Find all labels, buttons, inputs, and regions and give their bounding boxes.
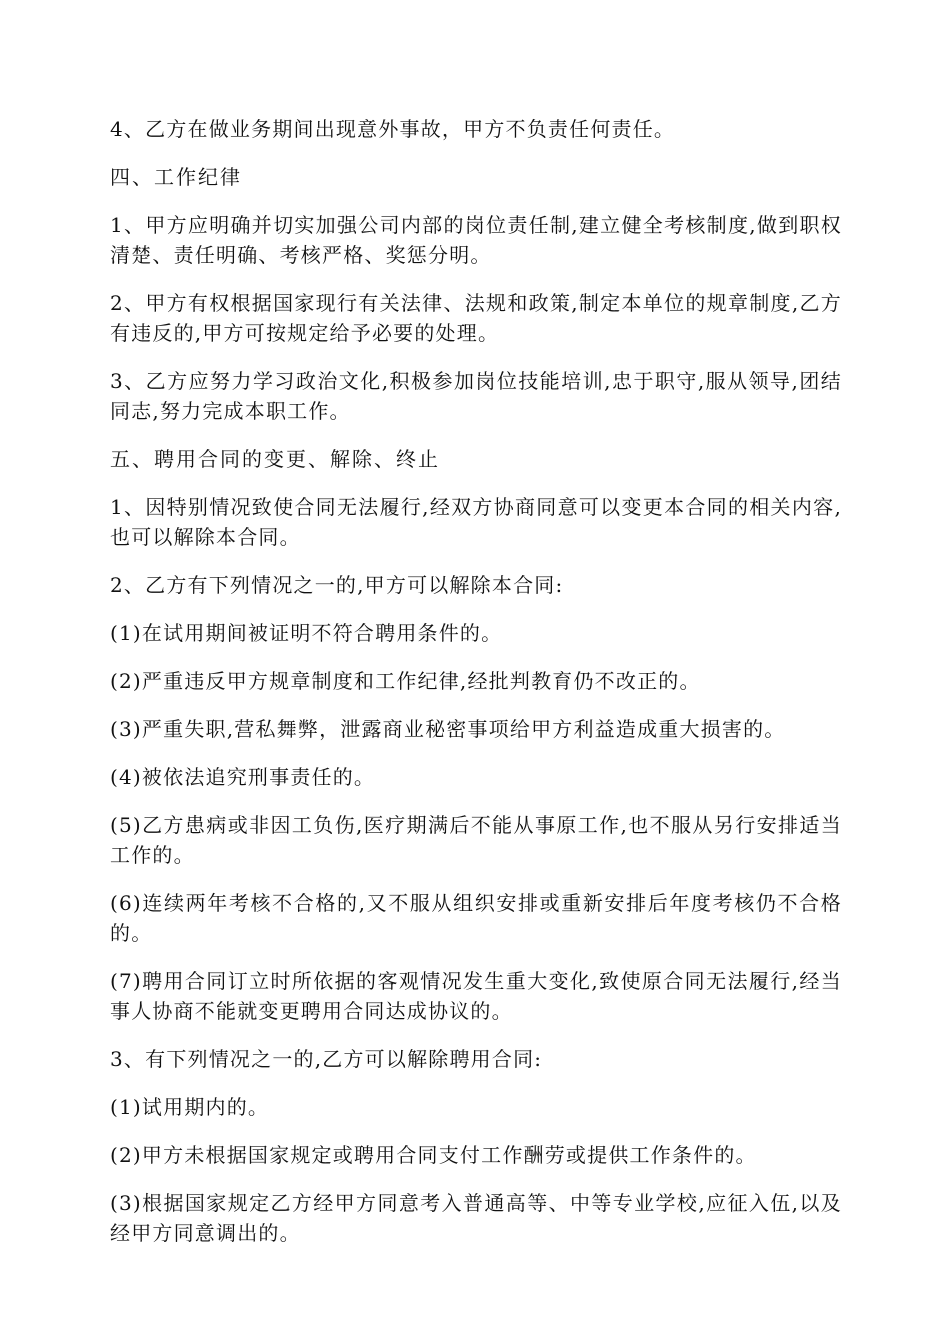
paragraph-article-4: 4、乙方在做业务期间出现意外事故，甲方不负责任何责任。 <box>110 117 676 141</box>
list-item-employer-5: (5)乙方患病或非因工负伤,医疗期满后不能从事原工作,也不服从另行安排适当工作的。 <box>110 813 842 867</box>
paragraph-discipline-1: 1、甲方应明确并切实加强公司内部的岗位责任制,建立健全考核制度,做到职权清楚、责任明确、考核严格、奖惩分明。 <box>110 213 842 267</box>
paragraph-change-3: 3、有下列情况之一的,乙方可以解除聘用合同: <box>110 1047 543 1071</box>
paragraph-discipline-3: 3、乙方应努力学习政治文化,积极参加岗位技能培训,忠于职守,服从领导,团结同志,努力完成本职工作。 <box>110 369 842 423</box>
list-item-employee-1: (1)试用期内的。 <box>110 1095 270 1119</box>
list-item-employer-3: (3)严重失职,营私舞弊，泄露商业秘密事项给甲方利益造成重大损害的。 <box>110 717 786 741</box>
list-item-employer-1: (1)在试用期间被证明不符合聘用条件的。 <box>110 621 503 645</box>
section-heading-contract-change: 五、聘用合同的变更、解除、终止 <box>110 447 440 471</box>
list-item-employee-2: (2)甲方未根据国家规定或聘用合同支付工作酬劳或提供工作条件的。 <box>110 1143 757 1167</box>
list-item-employer-6: (6)连续两年考核不合格的,又不服从组织安排或重新安排后年度考核仍不合格的。 <box>110 891 842 945</box>
paragraph-change-2: 2、乙方有下列情况之一的,甲方可以解除本合同: <box>110 573 564 597</box>
list-item-employee-3: (3)根据国家规定乙方经甲方同意考入普通高等、中等专业学校,应征入伍,以及经甲方同意调出的。 <box>110 1191 842 1245</box>
paragraph-change-1: 1、因特别情况致使合同无法履行,经双方协商同意可以变更本合同的相关内容,也可以解除本合同。 <box>110 495 842 549</box>
list-item-employer-7: (7)聘用合同订立时所依据的客观情况发生重大变化,致使原合同无法履行,经当事人协商不能就变更聘用合同达成协议的。 <box>110 969 842 1023</box>
list-item-employer-2: (2)严重违反甲方规章制度和工作纪律,经批判教育仍不改正的。 <box>110 669 701 693</box>
list-item-employer-4: (4)被依法追究刑事责任的。 <box>110 765 376 789</box>
section-heading-work-discipline: 四、工作纪律 <box>110 165 242 189</box>
document-body <box>110 114 842 1266</box>
paragraph-discipline-2: 2、甲方有权根据国家现行有关法律、法规和政策,制定本单位的规章制度,乙方有违反的,甲方可按规定给予必要的处理。 <box>110 291 842 345</box>
